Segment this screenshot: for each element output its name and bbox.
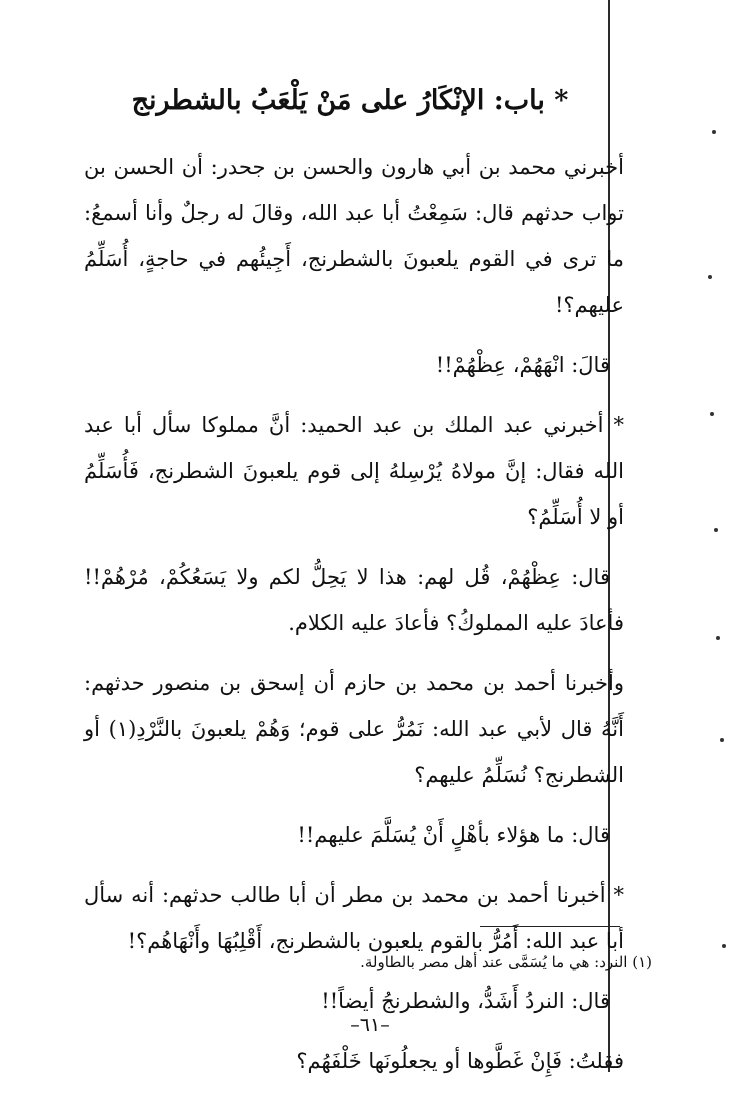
page-number: –٦١– bbox=[350, 1014, 390, 1036]
paragraph-5: وأخبرنا أحمد بن محمد بن حازم أن إسحق بن منصور حدثهم: أَنَّهُ قال لأبي عبد الله: نَمُرُّ على قوم؛ وَهُمْ يلعبونَ بالنَّرْدِ(١) أو الشطرنج؟ نُسَلِّمُ عليهم؟ bbox=[84, 671, 624, 787]
margin-mark bbox=[716, 636, 720, 640]
margin-mark bbox=[714, 528, 718, 532]
margin-mark bbox=[708, 275, 712, 279]
margin-mark bbox=[712, 130, 716, 134]
paragraph-3: * أخبرني عبد الملك بن عبد الحميد: أنَّ مملوكا سأل أبا عبد الله فقال: إنَّ مولاهُ يُرْسِلهُ إلى قوم يلعبونَ الشطرنج، فَأُسَلِّمُ أو لا أُسَلِّمُ؟ bbox=[84, 413, 624, 529]
paragraph-9: فقلتُ: فَإِنْ غَطَّوها أو يجعلُونَها خَلْفَهُم؟ bbox=[296, 1049, 624, 1073]
margin-mark bbox=[722, 944, 726, 948]
paragraph-4: قال: عِظْهُمْ، قُل لهم: هذا لا يَحِلُّ لكم ولا يَسَعُكُمْ، مُرْهُمْ!! فأعادَ عليه المملوكُ؟ فأعادَ عليه الكلام. bbox=[84, 565, 624, 635]
footnote-divider bbox=[480, 926, 620, 927]
paragraph-1: أخبرني محمد بن أبي هارون والحسن بن جحدر: أن الحسن بن تواب حدثهم قال: سَمِعْتُ أبا عبد الله، وقالَ له رجلٌ وأنا أسمعُ: ما ترى في القوم يلعبونَ بالشطرنج، أَجِيئُهم في حاجةٍ، أُسَلِّمُ عليهم؟! bbox=[84, 155, 624, 317]
margin-mark bbox=[710, 412, 714, 416]
paragraph-8: قال: النردُ أَشَدُّ، والشطرنجُ أيضاً!! bbox=[321, 989, 610, 1013]
footnote: (١) النرد: هي ما يُسَمَّى عند أهل مصر بالطاولة. bbox=[360, 953, 652, 971]
margin-mark bbox=[720, 738, 724, 742]
paragraph-2: قالَ: انْهَهُمْ، عِظْهُمْ!! bbox=[435, 353, 610, 377]
paragraph-6: قال: ما هؤلاء بأهْلٍ أَنْ يُسَلَّمَ عليهم!! bbox=[297, 823, 610, 847]
chapter-heading: * باب: الإنْكَارُ على مَنْ يَلْعَبُ بالشطرنج bbox=[131, 85, 569, 116]
paragraph-7: * أخبرنا أحمد بن محمد بن مطر أن أبا طالب حدثهم: أنه سأل أبا عبد الله: أَمُرُّ بالقوم يلعبون بالشطرنج، أَقْلِبُهَا وأَنْهَاهُم؟! bbox=[84, 883, 624, 953]
